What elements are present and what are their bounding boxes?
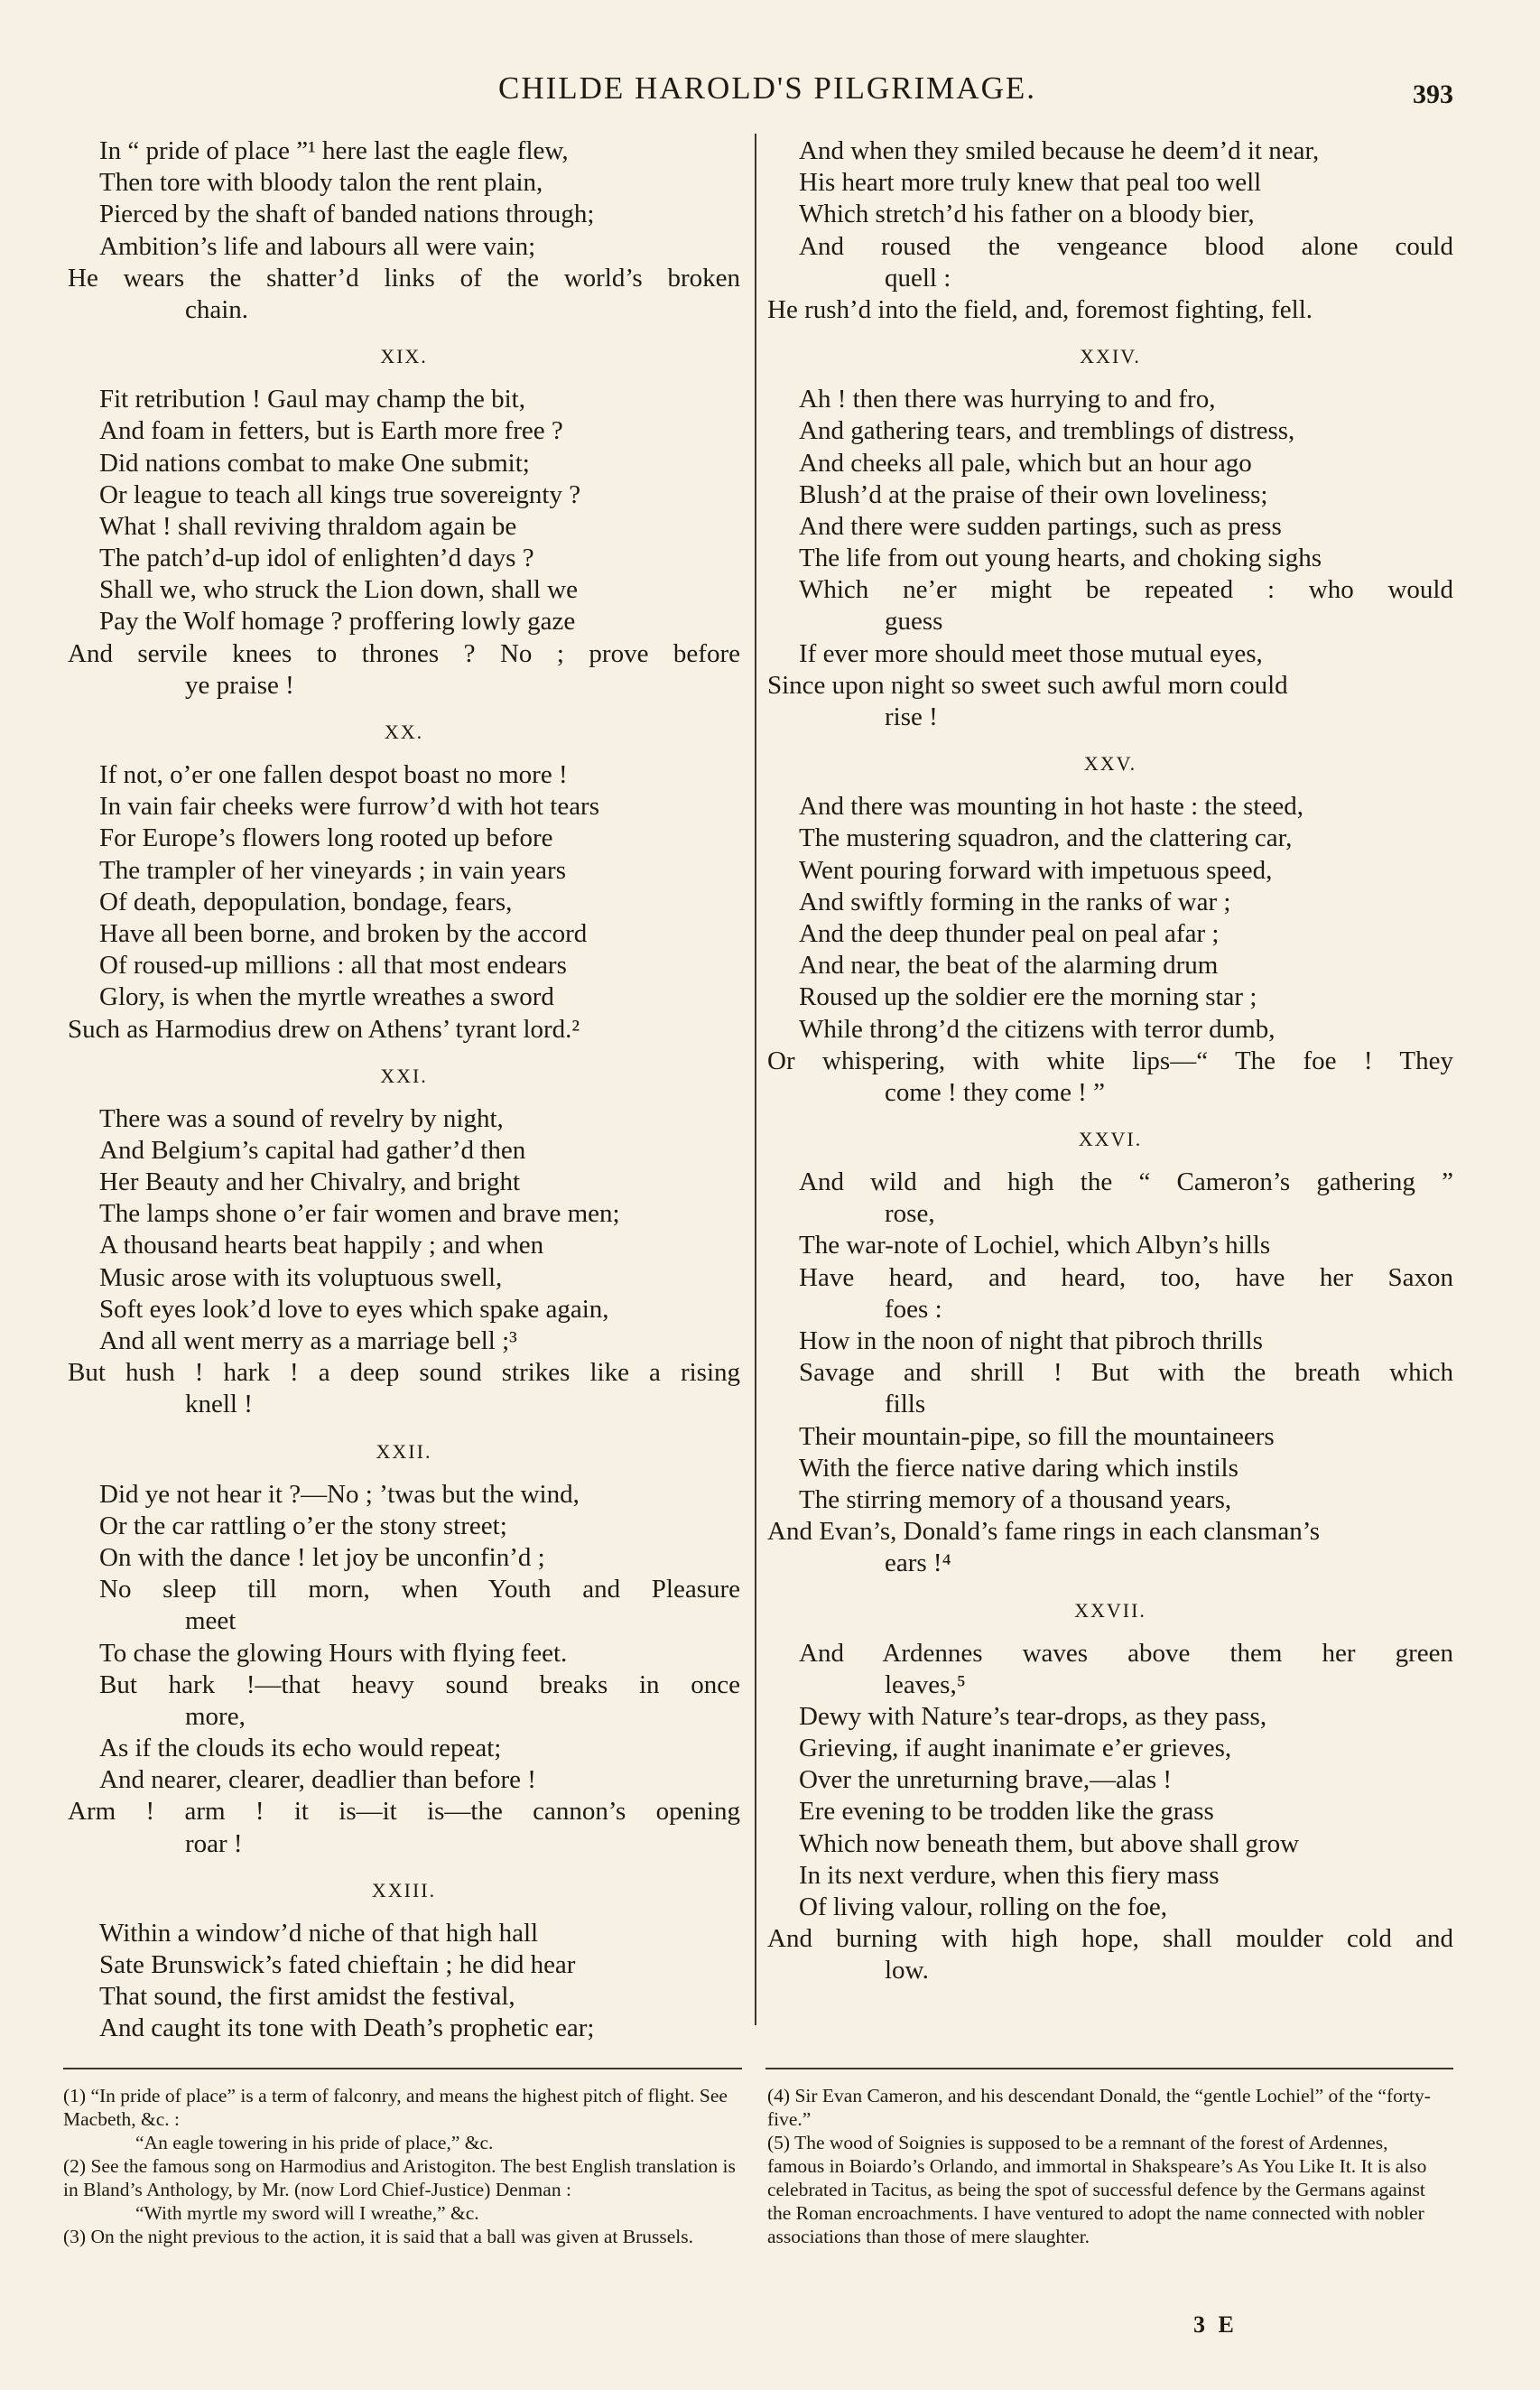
verse-line: What ! shall reviving thraldom again be — [99, 511, 517, 541]
verse-line: And caught its tone with Death’s prophetic ear; — [99, 2013, 595, 2043]
verse-line: With the fierce native daring which instils — [799, 1453, 1238, 1483]
verse-line: Of death, depopulation, bondage, fears, — [99, 887, 513, 916]
verse-line: And servile knees to thrones ? No ; prove before — [68, 638, 740, 668]
stanza-number: XX. — [384, 721, 424, 743]
running-title: CHILDE HAROLD'S PILGRIMAGE. — [498, 70, 1036, 106]
verse-line: In “ pride of place ”¹ here last the eagle flew, — [99, 136, 569, 165]
verse-line: The war-note of Lochiel, which Albyn’s hills — [799, 1231, 1271, 1260]
verse-line: And cheeks all pale, which but an hour ago — [799, 448, 1252, 478]
stanza-number: XXIV. — [1080, 345, 1141, 368]
footnote: (4) Sir Evan Cameron, and his descendant Donald, the “gentle Lochiel” of the “forty-five.” — [767, 2085, 1431, 2130]
verse-line: The patch’d-up idol of enlighten’d days ? — [99, 544, 534, 573]
verse-line: That sound, the first amidst the festival, — [99, 1982, 515, 2012]
verse-line: Savage and shrill ! But with the breath which — [799, 1358, 1453, 1388]
verse-line: And swiftly forming in the ranks of war ; — [799, 887, 1231, 916]
stanza-number: XXI. — [380, 1064, 428, 1087]
verse-line: rise ! — [885, 702, 938, 731]
verse-line: In vain fair cheeks were furrow’d with hot tears — [99, 792, 600, 822]
verse-line: Glory, is when the myrtle wreathes a sword — [99, 982, 554, 1012]
verse-line: The life from out young hearts, and choking sighs — [799, 544, 1322, 573]
verse-line: Music arose with its voluptuous swell, — [99, 1262, 503, 1292]
verse-line: In its next verdure, when this fiery mass — [799, 1860, 1220, 1890]
signature-mark: 3 E — [1193, 2311, 1238, 2338]
verse-line: And roused the vengeance blood alone could — [799, 231, 1453, 261]
footnote-rule-right — [765, 2068, 1453, 2069]
verse-line: Have heard, and heard, too, have her Saxon — [799, 1262, 1453, 1292]
verse-line: And wild and high the “ Cameron’s gathering ” — [799, 1167, 1453, 1197]
stanza-number: XXIII. — [371, 1878, 437, 1902]
verse-line: And Belgium’s capital had gather’d then — [99, 1135, 526, 1165]
verse-line: To chase the glowing Hours with flying feet. — [99, 1638, 568, 1668]
column-divider — [755, 134, 756, 2025]
left-column — [68, 135, 740, 2045]
verse-line: Which stretch’d his father on a bloody bier, — [799, 200, 1255, 229]
verse-line: Did nations combat to make One submit; — [99, 448, 530, 478]
verse-line: Such as Harmodius drew on Athens’ tyrant lord.² — [68, 1014, 580, 1044]
verse-line: Over the unreturning brave,—alas ! — [799, 1765, 1173, 1795]
footnote-rule-left — [63, 2068, 742, 2069]
verse-line: Or the car rattling o’er the stony street; — [99, 1511, 507, 1540]
verse-line: quell : — [885, 263, 951, 293]
verse-line: Their mountain-pipe, so fill the mountaineers — [799, 1421, 1275, 1451]
verse-line: As if the clouds its echo would repeat; — [99, 1734, 502, 1763]
verse-line: And when they smiled because he deem’d it near, — [799, 136, 1320, 165]
stanza-number: XXII. — [376, 1439, 432, 1463]
verse-line: Since upon night so sweet such awful morn could — [767, 670, 1288, 700]
verse-line: Pay the Wolf homage ? proffering lowly gaze — [99, 607, 576, 637]
verse-line: If ever more should meet those mutual eyes, — [799, 638, 1263, 668]
stanza-number: XXVI. — [1078, 1128, 1143, 1151]
verse-line: foes : — [885, 1294, 942, 1324]
verse-line: Which now beneath them, but above shall grow — [799, 1828, 1300, 1858]
footnote-quote: “An eagle towering in his pride of place,” &c. — [135, 2132, 494, 2153]
verse-line: ye praise ! — [185, 670, 294, 700]
verse-line: Roused up the soldier ere the morning star ; — [799, 982, 1257, 1012]
verse-line: Ere evening to be trodden like the grass — [799, 1797, 1214, 1827]
footnote: (1) “In pride of place” is a term of falconry, and means the highest pitch of flight. See Macbeth, &c. : — [63, 2085, 728, 2130]
verse-line: And foam in fetters, but is Earth more free ? — [99, 416, 563, 446]
page-header — [0, 70, 1540, 116]
verse-line: Have all been borne, and broken by the accord — [99, 918, 588, 948]
right-column — [767, 135, 1453, 1987]
verse-line: And burning with high hope, shall moulder cold and — [767, 1924, 1453, 1954]
verse-line: A thousand hearts beat happily ; and when — [99, 1231, 544, 1260]
footnote: (3) On the night previous to the action, it is said that a ball was given at Brussels. — [63, 2226, 694, 2247]
footnote-quote: “With myrtle my sword will I wreathe,” &c. — [135, 2202, 479, 2224]
verse-line: No sleep till morn, when Youth and Pleasure — [99, 1575, 740, 1604]
verse-line: Sate Brunswick’s fated chieftain ; he did hear — [99, 1950, 576, 1979]
verse-line: And there was mounting in hot haste : the steed, — [799, 792, 1303, 822]
verse-line: Within a window’d niche of that high hall — [99, 1918, 539, 1948]
verse-line: His heart more truly knew that peal too well — [799, 168, 1262, 198]
verse-line: knell ! — [185, 1390, 253, 1419]
page-number: 393 — [1413, 79, 1453, 109]
verse-line: Blush’d at the praise of their own loveliness; — [799, 479, 1268, 509]
verse-line: fills — [885, 1390, 926, 1419]
verse-line: Which ne’er might be repeated : who would — [799, 575, 1453, 605]
verse-line: Of living valour, rolling on the foe, — [799, 1892, 1167, 1921]
verse-line: He rush’d into the field, and, foremost fighting, fell. — [767, 294, 1313, 324]
verse-line: And the deep thunder peal on peal afar ; — [799, 918, 1220, 948]
verse-line: And Evan’s, Donald’s fame rings in each clansman’s — [767, 1517, 1321, 1547]
verse-line: meet — [185, 1606, 237, 1636]
verse-line: Grieving, if aught inanimate e’er grieves, — [799, 1734, 1232, 1763]
verse-line: And gathering tears, and tremblings of distress, — [799, 416, 1295, 446]
verse-line: ears !⁴ — [885, 1548, 951, 1578]
verse-line: On with the dance ! let joy be unconfin’d ; — [99, 1542, 545, 1572]
verse-line: The trampler of her vineyards ; in vain years — [99, 855, 566, 885]
verse-line: chain. — [185, 294, 249, 324]
verse-line: Fit retribution ! Gaul may champ the bit, — [99, 385, 525, 414]
verse-line: Or whispering, with white lips—“ The foe ! They — [767, 1046, 1453, 1075]
verse-line: And Ardennes waves above them her green — [799, 1638, 1453, 1668]
verse-line: roar ! — [185, 1828, 243, 1858]
verse-line: And there were sudden partings, such as press — [799, 511, 1282, 541]
verse-line: Or league to teach all kings true sovereignty ? — [99, 479, 581, 509]
verse-line: leaves,⁵ — [885, 1669, 966, 1699]
verse-line: Of roused-up millions : all that most endears — [99, 951, 567, 981]
verse-line: come ! they come ! ” — [885, 1077, 1105, 1107]
verse-line: Her Beauty and her Chivalry, and bright — [99, 1167, 521, 1197]
verse-line: guess — [885, 607, 943, 637]
verse-line: Ambition’s life and labours all were vain; — [99, 231, 536, 261]
verse-line: rose, — [885, 1199, 935, 1229]
verse-line: Soft eyes look’d love to eyes which spake again, — [99, 1294, 609, 1324]
footnotes-right — [767, 2084, 1449, 2248]
stanza-number: XXVII. — [1074, 1598, 1146, 1622]
verse-line: He wears the shatter’d links of the world’s broken — [68, 263, 740, 293]
verse-line: Did ye not hear it ?—No ; ’twas but the wind, — [99, 1479, 580, 1509]
verse-line: Then tore with bloody talon the rent plain, — [99, 168, 543, 198]
verse-line: The mustering squadron, and the clattering car, — [799, 823, 1293, 853]
footnote: (2) See the famous song on Harmodius and Aristogiton. The best English translation is in Bland’s Anthology, by Mr. (now Lord Chief-Justice) Denman : — [63, 2155, 736, 2200]
footnote: (5) The wood of Soignies is supposed to be a remnant of the forest of Ardennes, famous in Boiardo’s Orlando, and immortal in Shakspeare’s As You Like It. It is also celebrated in Tacitus, as being the spot of successful defence by the Germans against the Roman encroachments. I have ventured to adopt the name connected with nobler associations than those of mere slaughter. — [767, 2132, 1427, 2247]
stanza-number: XIX. — [380, 345, 428, 368]
verse-line: Shall we, who struck the Lion down, shall we — [99, 575, 578, 605]
verse-line: Dewy with Nature’s tear-drops, as they pass, — [799, 1701, 1267, 1731]
verse-line: Arm ! arm ! it is—it is—the cannon’s opening — [68, 1797, 740, 1827]
verse-line: There was a sound of revelry by night, — [99, 1103, 504, 1133]
verse-line: Ah ! then there was hurrying to and fro, — [799, 385, 1216, 414]
verse-line: How in the noon of night that pibroch thrills — [799, 1326, 1263, 1355]
verse-line: While throng’d the citizens with terror dumb, — [799, 1014, 1276, 1044]
verse-line: Went pouring forward with impetuous speed, — [799, 855, 1273, 885]
verse-line: And nearer, clearer, deadlier than before ! — [99, 1765, 536, 1795]
verse-line: The stirring memory of a thousand years, — [799, 1484, 1232, 1514]
verse-line: The lamps shone o’er fair women and brave men; — [99, 1199, 620, 1229]
stanza-number: XXV. — [1083, 752, 1137, 776]
verse-line: For Europe’s flowers long rooted up before — [99, 823, 553, 853]
verse-line: But hush ! hark ! a deep sound strikes like a rising — [68, 1358, 740, 1388]
verse-line: more, — [185, 1701, 246, 1731]
verse-line: And all went merry as a marriage bell ;³ — [99, 1326, 517, 1355]
verse-line: low. — [885, 1956, 929, 1985]
verse-line: Pierced by the shaft of banded nations through; — [99, 200, 595, 229]
verse-line: And near, the beat of the alarming drum — [799, 951, 1219, 981]
verse-line: If not, o’er one fallen despot boast no more ! — [99, 760, 568, 789]
footnotes-left — [63, 2084, 742, 2248]
verse-line: But hark !—that heavy sound breaks in once — [99, 1669, 740, 1699]
